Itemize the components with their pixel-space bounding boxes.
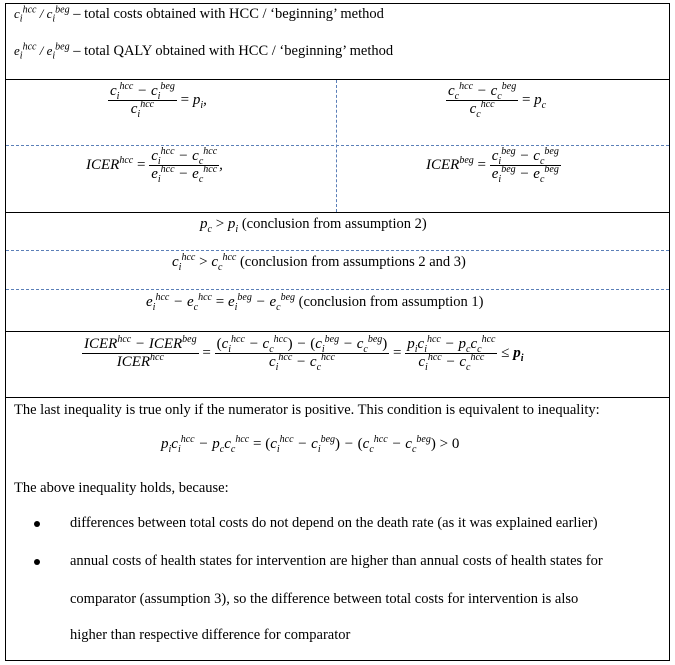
frame-top	[5, 3, 670, 4]
formula-icer-hcc: $ICER^{hcc}$ = $\frac{c_i^{hcc} - c_c^{hcc}}{e_i^{hcc} - e_c^{hcc}}$ ,	[86, 146, 223, 185]
conclusion-2-text: (conclusion from assumptions 2 and 3)	[239, 254, 466, 270]
definition-costs-text: – total costs obtained with HCC / ‘beginning’ method	[73, 6, 384, 22]
bullet-item-2-line-3: higher than respective difference for comparator	[70, 627, 351, 643]
dashed-column-divider	[336, 80, 337, 212]
definition-qaly: $e_i^{hcc} / e_i^{beg}$ – total QALY obtained with HCC / ‘beginning’ method	[14, 41, 394, 62]
bullet-marker-2	[34, 559, 40, 565]
conclusion-2: $c_i^{hcc} > c_c^{hcc}$ (conclusion from assumptions 2 and 3)	[172, 252, 466, 273]
conclusion-3-text: (conclusion from assumption 1)	[298, 294, 484, 310]
definition-qaly-text: – total QALY obtained with HCC / ‘beginning’ method	[73, 43, 394, 59]
bullet-item-2-line-2: comparator (assumption 3), so the difference between total costs for intervention is also	[70, 591, 579, 607]
dashed-row-divider-1	[6, 145, 669, 146]
row-divider-2	[5, 212, 670, 213]
bullet-marker-1	[34, 521, 40, 527]
dashed-row-divider-3	[6, 289, 669, 290]
formula-numerator-inequality: $p_ic_i^{hcc} - p_cc_c^{hcc} = (c_i^{hcc} - c_i^{beg}) - (c_c^{hcc} - c_c^{beg}) > 0$	[161, 434, 460, 455]
formula-p-i: $\frac{c_i^{hcc} - c_i^{beg}}{c_i^{hcc}}$ = $p_i$,	[110, 81, 207, 120]
frame-left	[5, 3, 6, 661]
row-divider-4	[5, 397, 670, 398]
conclusion-3: $e_i^{hcc} - e_c^{hcc} = e_i^{beg} - e_c^{beg}$ (conclusion from assumption 1)	[146, 292, 484, 313]
paragraph-numerator: The last inequality is true only if the numerator is positive. This condition is equivalent to inequality:	[14, 402, 600, 418]
frame-right	[669, 3, 670, 661]
dashed-row-divider-2	[6, 250, 669, 251]
formula-p-c: $\frac{c_c^{hcc} - c_c^{beg}}{c_c^{hcc}}$ = $p_c$	[448, 81, 547, 120]
conclusion-1: $p_c > p_i$ (conclusion from assumption 2)	[200, 216, 427, 235]
frame-bottom	[5, 660, 670, 661]
definition-costs: $c_i^{hcc} / c_i^{beg}$ – total costs obtained with HCC / ‘beginning’ method	[14, 4, 384, 25]
formula-icer-beg: $ICER^{beg}$ = $\frac{c_i^{beg} - c_c^{beg}}{e_i^{beg} - e_c^{beg}}$	[426, 146, 559, 185]
bullet-item-1: differences between total costs do not depend on the death rate (as it was explained earlier)	[70, 515, 598, 531]
paragraph-holds: The above inequality holds, because:	[14, 480, 229, 496]
conclusion-1-text: (conclusion from assumption 2)	[241, 216, 427, 232]
row-divider-3	[5, 331, 670, 332]
formula-icer-inequality: $\frac{ICER^{hcc} - ICER^{beg}}{ICER^{hcc}}$ = $\frac{(c_i^{hcc} - c_c^{hcc}) - (c_i^{beg} - c_c^{beg})}{c_i^{hcc} - c_c^{hcc}}$ = $\frac{p_ic_i^{hcc} - p_cc_c^{hcc}}{c_i^{hcc} - c_c^{hcc}}$ ≤ $p_i$	[84, 334, 524, 373]
bullet-item-2-line-1: annual costs of health states for intervention are higher than annual costs of health states for	[70, 553, 603, 569]
row-divider-1	[5, 79, 670, 80]
